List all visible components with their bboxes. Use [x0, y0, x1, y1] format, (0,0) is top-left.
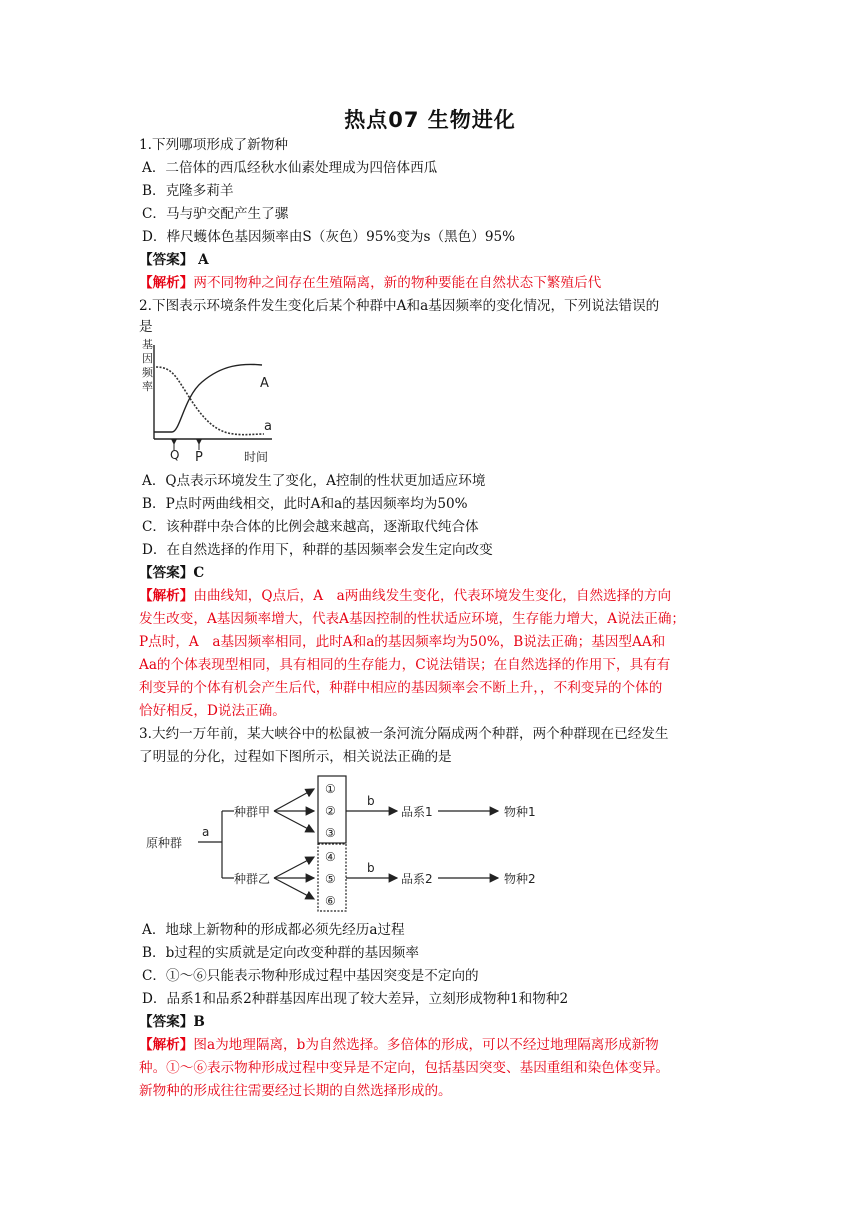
q2-analysis-line4: Aa的个体表现型相同，具有相同的生存能力，C说法错误；在自然选择的作用下，具有有: [139, 657, 671, 673]
q2-option-b: B．P点时两曲线相交，此时A和a的基因频率均为50%: [142, 496, 468, 512]
ylabel-char-1: 基: [142, 338, 153, 351]
box1-item-2: ②: [325, 804, 336, 818]
q1-option-b: B．克隆多莉羊: [142, 183, 234, 199]
q3-analysis-line1: [139, 1034, 659, 1056]
q2-analysis-line6: 恰好相反，D说法正确。: [139, 703, 286, 719]
label-Q: Q: [170, 448, 180, 462]
label-b1: b: [367, 794, 375, 808]
analysis-tag: 【解析】: [139, 275, 194, 291]
q2-stem-line1: 2.下图表示环境条件发生变化后某个种群中A和a基因频率的变化情况，下列说法错误的: [139, 298, 660, 314]
ylabel-char-3: 频: [142, 366, 153, 379]
analysis-tag: 【解析】: [139, 1037, 194, 1053]
q1-stem: 1.下列哪项形成了新物种: [139, 137, 288, 153]
box1-item-3: ③: [325, 826, 336, 840]
q2-answer: 【答案】C: [139, 565, 205, 581]
label-a: a: [202, 825, 210, 839]
q1-option-a: A．二倍体的西瓜经秋水仙素处理成为四倍体西瓜: [142, 160, 438, 176]
q2-analysis-line1: [139, 585, 671, 607]
curve-a: [156, 367, 264, 435]
q2-analysis-line5: 利变异的个体有机会产生后代，种群中相应的基因频率会不断上升，，不利变异的个体的: [139, 680, 663, 696]
q3-option-c: C．①～⑥只能表示物种形成过程中基因突变是不定向的: [142, 968, 479, 984]
q2-stem-line2: 是: [139, 319, 153, 335]
label-A: A: [260, 376, 269, 391]
gene-frequency-figure: [142, 337, 282, 465]
box1-item-1: ①: [325, 782, 336, 796]
strain2-label: 品系2: [401, 872, 433, 886]
speciation-diagram: [142, 770, 552, 918]
label-P: P: [195, 450, 203, 465]
q2-option-a: A．Q点表示环境发生了变化，A控制的性状更加适应环境: [142, 473, 486, 489]
pop2-label: 种群乙: [234, 872, 271, 886]
box2-item-1: ④: [325, 850, 336, 864]
q2-option-c: C．该种群中杂合体的比例会越来越高，逐渐取代纯合体: [142, 519, 479, 535]
q3-option-a: A．地球上新物种的形成都必须先经历a过程: [142, 922, 405, 938]
q3-analysis-line3: 新物种的形成往往需要经过长期的自然选择形成的。: [139, 1083, 452, 1099]
q2-analysis-line2: 发生改变，A基因频率增大，代表A基因控制的性状适应环境，生存能力增大，A说法正确；: [139, 611, 686, 627]
q1-option-c: C．马与驴交配产生了骡: [142, 206, 289, 222]
q2-option-d: D．在自然选择的作用下，种群的基因频率会发生定向改变: [142, 542, 493, 558]
q1-answer: 【答案】 A: [139, 252, 209, 268]
q3-answer: 【答案】B: [139, 1014, 205, 1030]
label-b2: b: [367, 861, 375, 875]
analysis-text: 两不同物种之间存在生殖隔离，新的物种要能在自然状态下繁殖后代: [193, 275, 602, 291]
label-a: a: [264, 419, 272, 434]
box2-item-2: ⑤: [325, 872, 336, 886]
page-title: 热点07 生物进化: [344, 108, 516, 132]
species1-label: 物种1: [504, 805, 536, 819]
species2-label: 物种2: [504, 872, 536, 886]
analysis-text: 图a为地理隔离，b为自然选择。多倍体的形成，可以不经过地理隔离形成新物: [193, 1037, 659, 1053]
strain1-label: 品系1: [401, 805, 433, 819]
q1-option-d: D．桦尺蠖体色基因频率由S（灰色）95%变为s（黑色）95%: [142, 229, 516, 245]
ylabel-char-4: 率: [142, 380, 153, 393]
q3-analysis-line2: 种。①～⑥表示物种形成过程中变异是不定向，包括基因突变、基因重组和染色体变异。: [139, 1060, 670, 1076]
box2-item-3: ⑥: [325, 894, 336, 908]
analysis-tag: 【解析】: [139, 588, 194, 604]
q2-analysis-line3: P点时，A a基因频率相同，此时A和a的基因频率均为50%，B说法正确；基因型AA和: [139, 634, 666, 650]
q3-option-d: D．品系1和品系2种群基因库出现了较大差异，立刻形成物种1和物种2: [142, 991, 569, 1007]
q1-analysis: [139, 272, 601, 294]
analysis-text: 由曲线知，Q点后，A a两曲线发生变化，代表环境发生变化，自然选择的方向: [193, 588, 672, 604]
q3-option-b: B．b过程的实质就是定向改变种群的基因频率: [142, 945, 419, 961]
q3-stem-line1: 3.大约一万年前，某大峡谷中的松鼠被一条河流分隔成两个种群，两个种群现在已经发生: [139, 726, 669, 742]
pop1-label: 种群甲: [234, 805, 271, 819]
ylabel-char-2: 因: [142, 352, 153, 365]
origin-label: 原种群: [146, 836, 183, 850]
xlabel-time: 时间: [244, 450, 269, 464]
q3-stem-line2: 了明显的分化，过程如下图所示，相关说法正确的是: [139, 749, 452, 765]
